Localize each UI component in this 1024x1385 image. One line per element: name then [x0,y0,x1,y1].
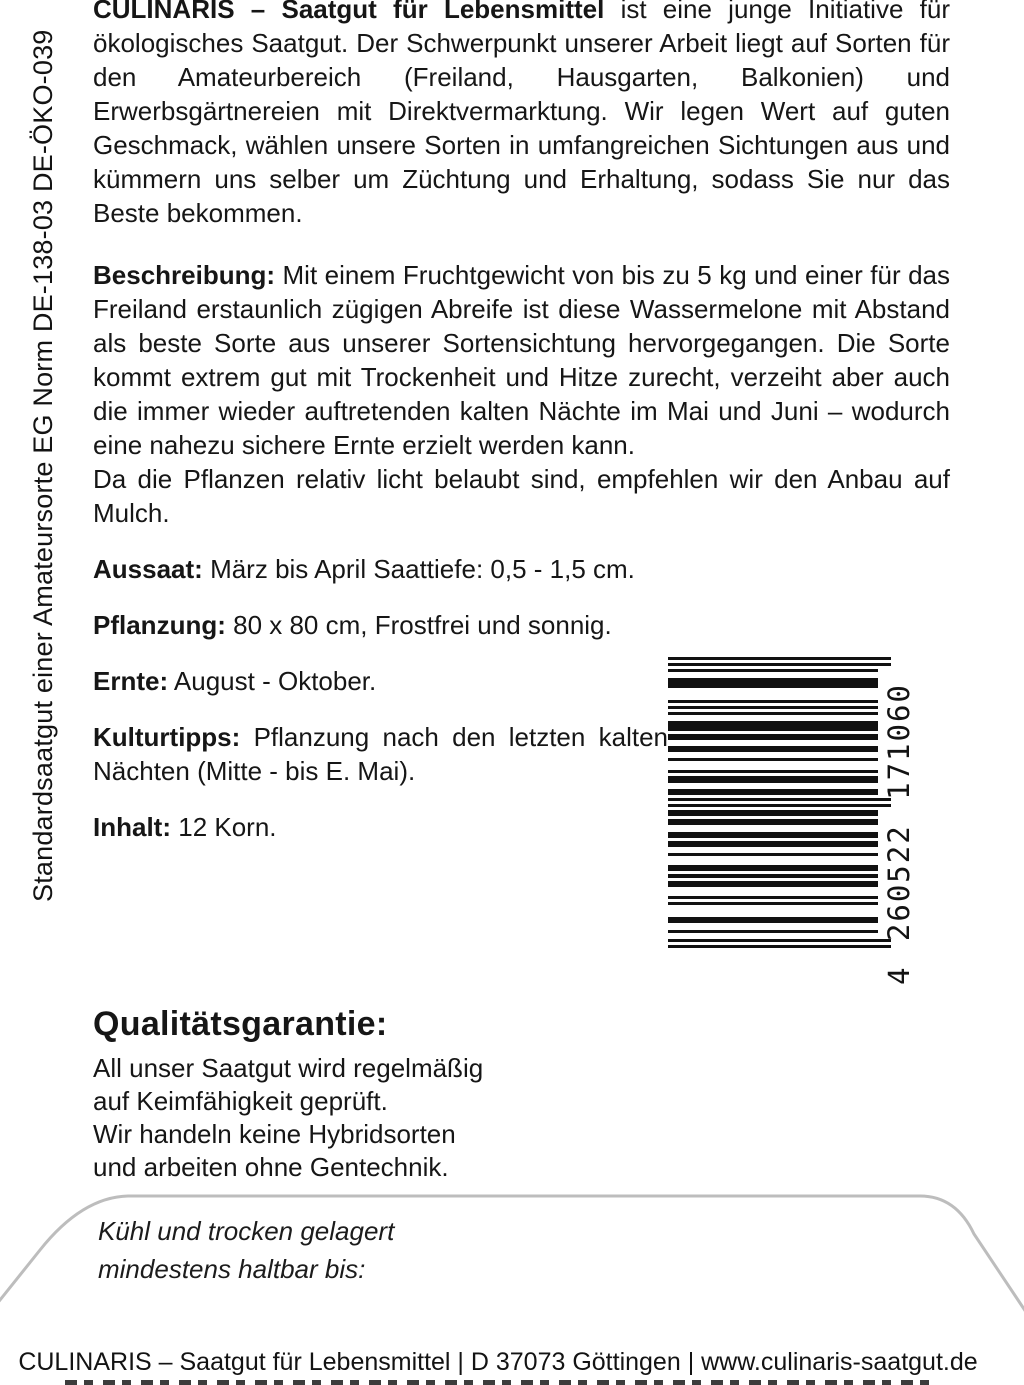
quality-heading: Qualitätsgarantie: [93,1005,388,1043]
planting-label: Pflanzung: [93,610,226,640]
quality-line: Wir handeln keine Hybridsorten [93,1119,456,1149]
intro-lead: CULINARIS – Saatgut für Lebensmittel [93,0,605,24]
culture-tips-row [93,720,668,788]
ean13-barcode [668,657,893,948]
content-text: 12 Korn. [178,812,277,842]
harvest-text: August - Oktober. [173,666,377,696]
intro-paragraph [93,0,950,230]
quality-line: All unser Saatgut wird regelmäßig [93,1053,484,1083]
description-text: Mit einem Fruchtgewicht von bis zu 5 kg und einer für das Freiland erstaunlich zügigen Abreife ist diese Wassermelone mit Abstand als beste Sorte aus unserer Sortensichtung hervorgegangen. Die Sorte kommt extrem gut mit Trockenheit und Hitze zurecht, verzeiht aber auch die immer wieder auftretenden kalten Nächte im Mai und Juni – wodurch eine nahezu sichere Ernte erzielt werden kann. [93,260,951,460]
sowing-text: März bis April Saattiefe: 0,5 - 1,5 cm. [210,554,635,584]
description-label: Beschreibung: [93,260,276,290]
culture-tips-text: Pflanzung nach den letzten kalten Nächten (Mitte - bis E. Mai). [93,722,668,786]
ean13-barcode-number: 4 260522 171060 [882,683,916,985]
quality-line: und arbeiten ohne Gentechnik. [93,1152,449,1182]
content-label: Inhalt: [93,812,171,842]
storage-line: mindestens haltbar bis: [98,1254,366,1284]
culture-tips-label: Kulturtipps: [93,722,241,752]
description-paragraph [93,258,950,530]
sowing-label: Aussaat: [93,554,203,584]
planting-text: 80 x 80 cm, Frostfrei und sonnig. [233,610,612,640]
cutoff-text-sliver [65,1380,935,1385]
planting-row [93,608,950,642]
description-note: Da die Pflanzen relativ licht belaubt sind, empfehlen wir den Anbau auf Mulch. [93,464,950,528]
quality-guarantee-section [93,1005,483,1184]
storage-line: Kühl und trocken gelagert [98,1216,395,1246]
storage-note [98,1212,394,1288]
quality-line: auf Keimfähigkeit geprüft. [93,1086,388,1116]
footer-address-line: CULINARIS – Saatgut für Lebensmittel | D 37073 Göttingen | www.culinaris-saatgut.de [18,1348,978,1376]
sowing-row [93,552,950,586]
side-label-vertical-text: Standardsaatgut einer Amateursorte EG Norm DE-138-03 DE-ÖKO-039 [28,29,58,902]
intro-rest: ist eine junge Initiative für ökologisches Saatgut. Der Schwerpunkt unserer Arbeit liegt auf Sorten für den Amateurbereich (Freiland, Hausgarten, Balkonien) und Erwerbsgärtnereien mit Direktvermarktung. Wir legen Wert auf guten Geschmack, wählen unsere Sorten in umfangreichen Sichtungen aus und kümmern uns selber um Züchtung und Erhaltung, sodass Sie nur das Beste bekommen. [93,0,950,228]
harvest-label: Ernte: [93,666,169,696]
